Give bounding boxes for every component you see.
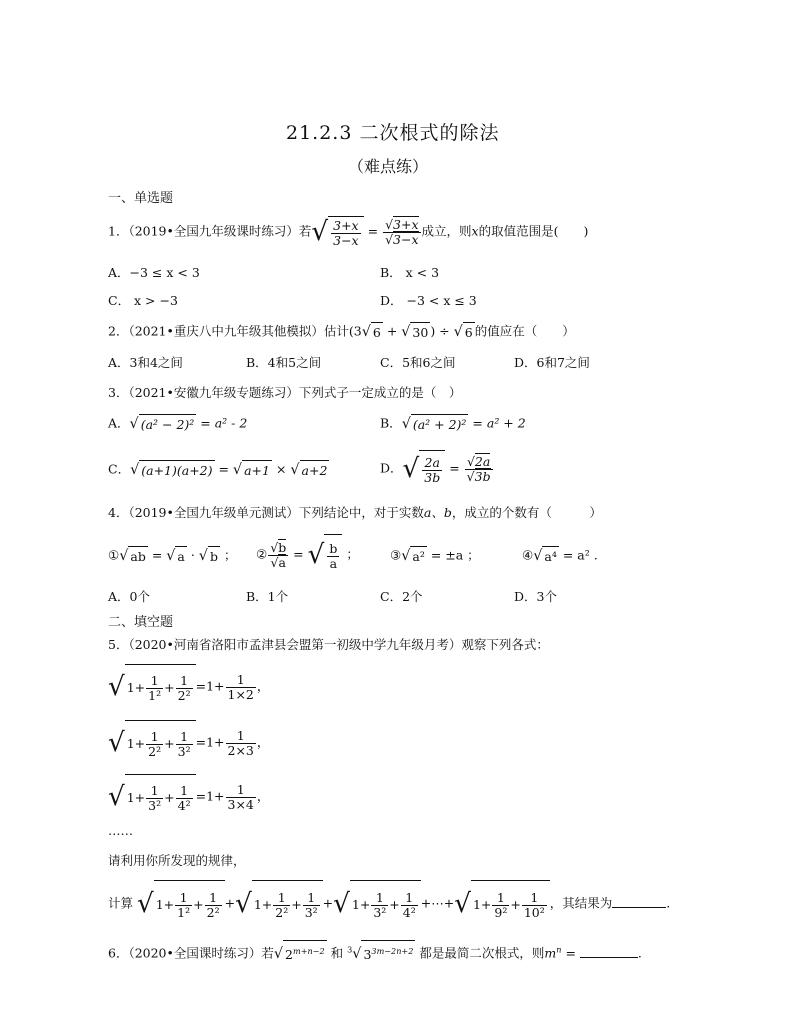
- question-4-statement-4: [522, 546, 598, 566]
- radical-body: b: [208, 546, 220, 566]
- formula-part: √2a: [465, 455, 493, 470]
- formula-fragment: +: [291, 897, 302, 912]
- plus-sign: +: [382, 323, 402, 339]
- square-root: [308, 534, 343, 576]
- statement-rest: = a² .: [558, 547, 598, 563]
- option-label: A．: [108, 415, 130, 431]
- question-1-ask: 的取值范围是( ): [478, 223, 589, 239]
- formula-fragment: 2²: [148, 744, 162, 759]
- formula-fragment: .: [637, 945, 642, 961]
- radical-sign: √: [130, 462, 140, 478]
- question-1-stem: [108, 216, 588, 248]
- radical-sign: √: [311, 217, 329, 247]
- formula-fragment: +: [389, 897, 400, 912]
- fraction: [273, 891, 290, 920]
- radical-sign: √: [166, 548, 176, 564]
- variable-x: x: [471, 223, 479, 239]
- square-root: [199, 546, 220, 566]
- equals-sign: =: [445, 460, 464, 476]
- formula-part: [350, 880, 421, 928]
- formula-fragment: 1+: [253, 897, 273, 912]
- fraction-numerator: 3+x: [333, 218, 359, 233]
- formula-part: [283, 940, 327, 968]
- fraction: [176, 674, 193, 703]
- question-5-calculation: [108, 880, 670, 928]
- option-rest: = a² - 2: [196, 415, 248, 431]
- formula-fragment: 1: [146, 674, 163, 689]
- formula-fragment: 1: [492, 891, 509, 906]
- square-root: [108, 774, 196, 820]
- fraction: [422, 456, 442, 485]
- formula-fragment: =1+: [195, 734, 225, 750]
- question-6-prefix: 6．（2020•全国课时练习）若: [108, 945, 274, 961]
- answer-blank-6[interactable]: [580, 945, 638, 958]
- question-4-option-a: A．0个: [108, 589, 150, 604]
- square-root: [274, 940, 327, 968]
- radical-sign: √: [402, 454, 420, 484]
- question-1-fraction-b: [383, 218, 420, 247]
- formula-part: [125, 774, 196, 820]
- radical-sign: √: [290, 462, 300, 478]
- formula-part: [471, 880, 550, 928]
- formula-fragment: =1+: [195, 678, 225, 694]
- formula-part: [328, 216, 363, 248]
- radical-sign: √: [453, 324, 463, 340]
- formula-fragment: 1+: [126, 736, 146, 751]
- radical-body: 6: [463, 322, 475, 342]
- question-1-prefix: 1．（2019•全国九年级课时练习）若: [108, 223, 312, 239]
- question-5-stem: 5．（2020•河南省洛阳市孟津县会盟第一初级中学九年级月考）观察下列各式：: [108, 637, 549, 652]
- fraction-numerator: 2a: [422, 456, 442, 471]
- formula-fragment: ，: [256, 734, 270, 750]
- radical-sign: √: [108, 728, 125, 758]
- statement-end: ；: [219, 547, 237, 563]
- formula-fragment: 2²: [177, 688, 191, 703]
- question-3-option-c: [108, 460, 329, 480]
- radical-sign: √: [198, 548, 208, 564]
- formula-part: [154, 880, 225, 928]
- formula-fragment: 1+: [472, 897, 492, 912]
- formula-fragment: 9²: [494, 905, 508, 920]
- formula-fragment: +: [164, 680, 175, 695]
- square-root: [454, 322, 475, 342]
- question-5-instruction: 请利用你所发现的规律，: [108, 853, 246, 868]
- formula-fragment: +: [510, 897, 521, 912]
- fraction: [401, 891, 418, 920]
- formula-fragment: 1: [176, 730, 193, 745]
- formula-fragment: 3×4: [227, 796, 254, 812]
- divide-sign: ) ÷: [430, 323, 454, 339]
- radical-sign: √: [401, 324, 411, 340]
- formula-fragment: 3²: [304, 905, 318, 920]
- question-4-option-c: C．2个: [380, 589, 423, 604]
- square-root: [403, 450, 446, 488]
- square-root: [533, 546, 559, 566]
- square-root: [119, 546, 148, 566]
- radical-sign: √: [333, 889, 350, 919]
- question-6-condition: 都是最简二次根式，则: [415, 945, 545, 961]
- fraction-denominator: 3b: [424, 470, 441, 485]
- radical-sign: √: [307, 540, 325, 570]
- formula-part: √a: [270, 554, 286, 570]
- formula-part: √3+x: [385, 216, 419, 232]
- formula-part: [361, 940, 415, 968]
- fraction: [226, 783, 256, 812]
- page-subtitle: （难点练）: [348, 157, 429, 176]
- formula-part: √3b: [466, 468, 491, 484]
- question-5-example-2: [108, 720, 269, 766]
- formula-fragment: 1: [522, 891, 547, 906]
- formula-fragment: 4²: [402, 905, 416, 920]
- radical-body: a: [175, 546, 186, 566]
- page-title: 21.2.3 二次根式的除法: [286, 122, 500, 144]
- formula-fragment: .: [666, 895, 671, 911]
- fraction: [205, 891, 222, 920]
- variable-m: m: [544, 945, 557, 961]
- option-label: B．: [380, 415, 402, 431]
- formula-fragment: 1: [176, 784, 193, 799]
- formula-fragment: 1+: [351, 897, 371, 912]
- square-root: [137, 880, 225, 928]
- fraction-denominator: 3b: [474, 468, 491, 484]
- question-2-option-a: A．3和4之间: [108, 355, 183, 370]
- formula-fragment: m+n−2: [293, 945, 325, 956]
- fraction: [331, 219, 360, 248]
- formula-fragment: +: [193, 897, 204, 912]
- question-1-radical-a: [311, 216, 363, 248]
- formula-fragment: ，: [256, 678, 270, 694]
- fraction: [303, 891, 320, 920]
- formula-part: [252, 880, 323, 928]
- formula-fragment: +⋯+: [420, 895, 455, 911]
- formula-fragment: 1: [146, 730, 163, 745]
- question-1-option-a: A．−3 ≤ x < 3: [108, 265, 200, 280]
- formula-fragment: 3: [363, 947, 372, 962]
- radical-body: 6: [371, 322, 383, 342]
- radical-sign: √: [352, 946, 362, 962]
- square-root: [333, 880, 421, 928]
- question-1-option-c: C． x > −3: [108, 293, 178, 308]
- formula-fragment: =1+: [195, 788, 225, 804]
- formula-fragment: +: [164, 736, 175, 751]
- radical-sign: √: [119, 548, 129, 564]
- question-5-example-1: [108, 664, 269, 710]
- question-2-ask: 的值应在（ ）: [474, 323, 575, 339]
- formula-fragment: 1: [176, 674, 193, 689]
- square-root: [235, 880, 323, 928]
- fraction: [268, 541, 288, 570]
- formula-fragment: 1: [205, 891, 222, 906]
- section-heading-single-choice: 一、单选题: [108, 191, 174, 206]
- fraction: [176, 784, 193, 813]
- option-label: C．: [108, 461, 131, 477]
- radical-body: a²: [410, 546, 426, 566]
- question-3-option-d: [380, 450, 494, 488]
- formula-fragment: 1: [175, 891, 192, 906]
- radical-sign: √: [361, 324, 371, 340]
- formula-fragment: +: [164, 790, 175, 805]
- formula-fragment: 1: [226, 729, 256, 744]
- radical-body: 30: [410, 322, 430, 342]
- radical-body: a⁴: [542, 546, 558, 566]
- question-4-option-d: D．3个: [514, 589, 557, 604]
- question-1-option-b: B． x < 3: [380, 265, 440, 280]
- exponent-n: n: [556, 944, 562, 955]
- result-label: ，其结果为: [549, 895, 613, 911]
- formula-part: [324, 534, 342, 576]
- statement-end: ；: [342, 546, 359, 562]
- square-root: [347, 940, 415, 968]
- formula-part: [125, 720, 196, 766]
- question-1-option-d: D． −3 < x ≤ 3: [380, 293, 477, 308]
- question-2-stem: [108, 322, 575, 342]
- formula-part: √3−x: [385, 231, 419, 247]
- formula-fragment: ，: [256, 788, 270, 804]
- question-4-statement-1: [108, 546, 236, 566]
- question-2-prefix: 2．（2021•重庆八中九年级其他模拟）估计: [108, 323, 349, 339]
- question-2-option-c: C．5和6之间: [380, 355, 456, 370]
- question-5-ellipsis: ……: [108, 823, 133, 838]
- statement-label: ③: [390, 547, 402, 563]
- fraction: [176, 730, 193, 759]
- formula-fragment: 3²: [148, 798, 162, 813]
- formula-fragment: 1²: [177, 905, 191, 920]
- answer-blank-5[interactable]: [612, 895, 666, 908]
- fraction: [175, 891, 192, 920]
- radical-body: (a² − 2)²: [139, 414, 197, 434]
- conjunction: 和: [326, 945, 348, 961]
- formula-fragment: 1: [226, 673, 256, 688]
- equals-sign: =: [147, 547, 167, 563]
- fraction: [146, 674, 163, 703]
- formula-fragment: 1: [226, 783, 256, 798]
- equals-sign: =: [289, 546, 308, 562]
- question-2-option-b: B．4和5之间: [246, 355, 322, 370]
- radical-sign: √: [533, 548, 543, 564]
- radical-sign: √: [137, 889, 154, 919]
- question-4-statement-3: [390, 546, 480, 566]
- square-root: [130, 414, 197, 434]
- question-2-expr-open: (3: [348, 323, 362, 339]
- formula-fragment: +: [322, 895, 334, 911]
- formula-fragment: 4²: [177, 798, 191, 813]
- formula-fragment: 1+: [126, 790, 146, 805]
- fraction: [226, 729, 256, 758]
- question-3-option-a: [108, 414, 247, 434]
- question-4-ask: ，成立的个数有（ ）: [451, 505, 602, 520]
- equals-sign: =: [214, 461, 233, 477]
- radical-sign: √: [129, 416, 139, 432]
- square-root: [108, 664, 196, 710]
- fraction: [371, 891, 388, 920]
- fraction-numerator: b: [329, 541, 338, 556]
- square-root: [290, 460, 329, 480]
- question-4-statement-2: [256, 534, 359, 576]
- radical-sign: √: [454, 889, 471, 919]
- question-4-stem: [108, 504, 602, 522]
- formula-fragment: 2²: [206, 905, 220, 920]
- formula-fragment: 1×2: [227, 686, 254, 702]
- radical-body: ab: [128, 546, 147, 566]
- formula-fragment: 1+: [126, 680, 146, 695]
- formula-part: √b: [270, 539, 287, 555]
- fraction: [465, 455, 493, 484]
- formula-fragment: 2: [285, 947, 293, 962]
- radical-body: (a+1)(a+2): [139, 460, 214, 480]
- formula-fragment: +: [224, 895, 236, 911]
- radical-sign: √: [273, 946, 284, 962]
- question-4-option-b: B．1个: [246, 589, 289, 604]
- section-heading-fill-in: 二、填空题: [108, 615, 174, 630]
- formula-fragment: 1: [303, 891, 320, 906]
- formula-fragment: 1²: [148, 688, 162, 703]
- root-index: 3: [347, 944, 353, 955]
- equals-sign: =: [561, 945, 580, 961]
- square-root: [166, 546, 187, 566]
- fraction-denominator: a: [329, 556, 338, 571]
- formula-part: [125, 664, 196, 710]
- square-root: [362, 322, 383, 342]
- fraction-denominator: a: [278, 554, 286, 570]
- fraction-numerator: 3+x: [393, 216, 419, 232]
- fraction: [327, 542, 339, 571]
- radical-sign: √: [401, 416, 411, 432]
- formula-fragment: 3²: [373, 905, 387, 920]
- square-root: [454, 880, 550, 928]
- calc-label: 计算: [108, 895, 134, 911]
- radical-sign: √: [108, 782, 125, 812]
- statement-label: ②: [256, 546, 268, 562]
- radical-sign: √: [401, 548, 411, 564]
- square-root: [402, 414, 469, 434]
- radical-body: (a² + 2)²: [411, 414, 469, 434]
- formula-fragment: 1: [146, 784, 163, 799]
- square-root: [130, 460, 214, 480]
- question-4-variables: a、b: [423, 505, 452, 520]
- question-6-stem: [108, 940, 642, 968]
- fraction: [226, 673, 256, 702]
- formula-fragment: 1: [273, 891, 290, 906]
- fraction: [146, 730, 163, 759]
- dot-sign: ·: [186, 547, 199, 563]
- question-4-prefix: 4．（2019•全国九年级单元测试）下列结论中，对于实数: [108, 505, 424, 520]
- question-5-example-3: [108, 774, 269, 820]
- square-root: [233, 460, 272, 480]
- formula-fragment: 3m−2n+2: [371, 945, 414, 956]
- statement-rest: = ±a ；: [426, 547, 480, 563]
- fraction: [492, 891, 509, 920]
- formula-part: [419, 450, 445, 488]
- formula-fragment: 3²: [177, 744, 191, 759]
- formula-fragment: 1+: [155, 897, 175, 912]
- question-1-condition: 成立，则: [421, 223, 472, 239]
- option-rest: = a² + 2: [468, 415, 526, 431]
- fraction-numerator: 2a: [474, 453, 491, 469]
- radical-body: a+2: [300, 460, 330, 480]
- square-root: [401, 322, 430, 342]
- statement-label: ①: [108, 547, 120, 563]
- question-3-option-b: [380, 414, 526, 434]
- fraction: [522, 891, 547, 920]
- statement-label: ④: [522, 547, 534, 563]
- radical-body: a+1: [242, 460, 272, 480]
- formula-fragment: 2²: [275, 905, 289, 920]
- fraction-denominator: 3−x: [393, 231, 419, 247]
- radical-sign: √: [235, 889, 252, 919]
- question-3-stem: 3．（2021•安徽九年级专题练习）下列式子一定成立的是（ ）: [108, 385, 462, 400]
- square-root: [108, 720, 196, 766]
- formula-fragment: 1: [371, 891, 388, 906]
- question-2-option-d: D．6和7之间: [514, 355, 590, 370]
- formula-fragment: 2×3: [227, 742, 254, 758]
- fraction: [146, 784, 163, 813]
- radical-sign: √: [108, 672, 125, 702]
- formula-fragment: 1: [401, 891, 418, 906]
- times-sign: ×: [271, 461, 291, 477]
- formula-fragment: 10²: [523, 905, 545, 920]
- radical-sign: √: [232, 462, 243, 478]
- option-label: D．: [380, 460, 403, 476]
- fraction-denominator: 3−x: [333, 233, 359, 248]
- equals-sign: =: [367, 223, 379, 239]
- fraction-numerator: b: [278, 539, 287, 555]
- square-root: [401, 546, 427, 566]
